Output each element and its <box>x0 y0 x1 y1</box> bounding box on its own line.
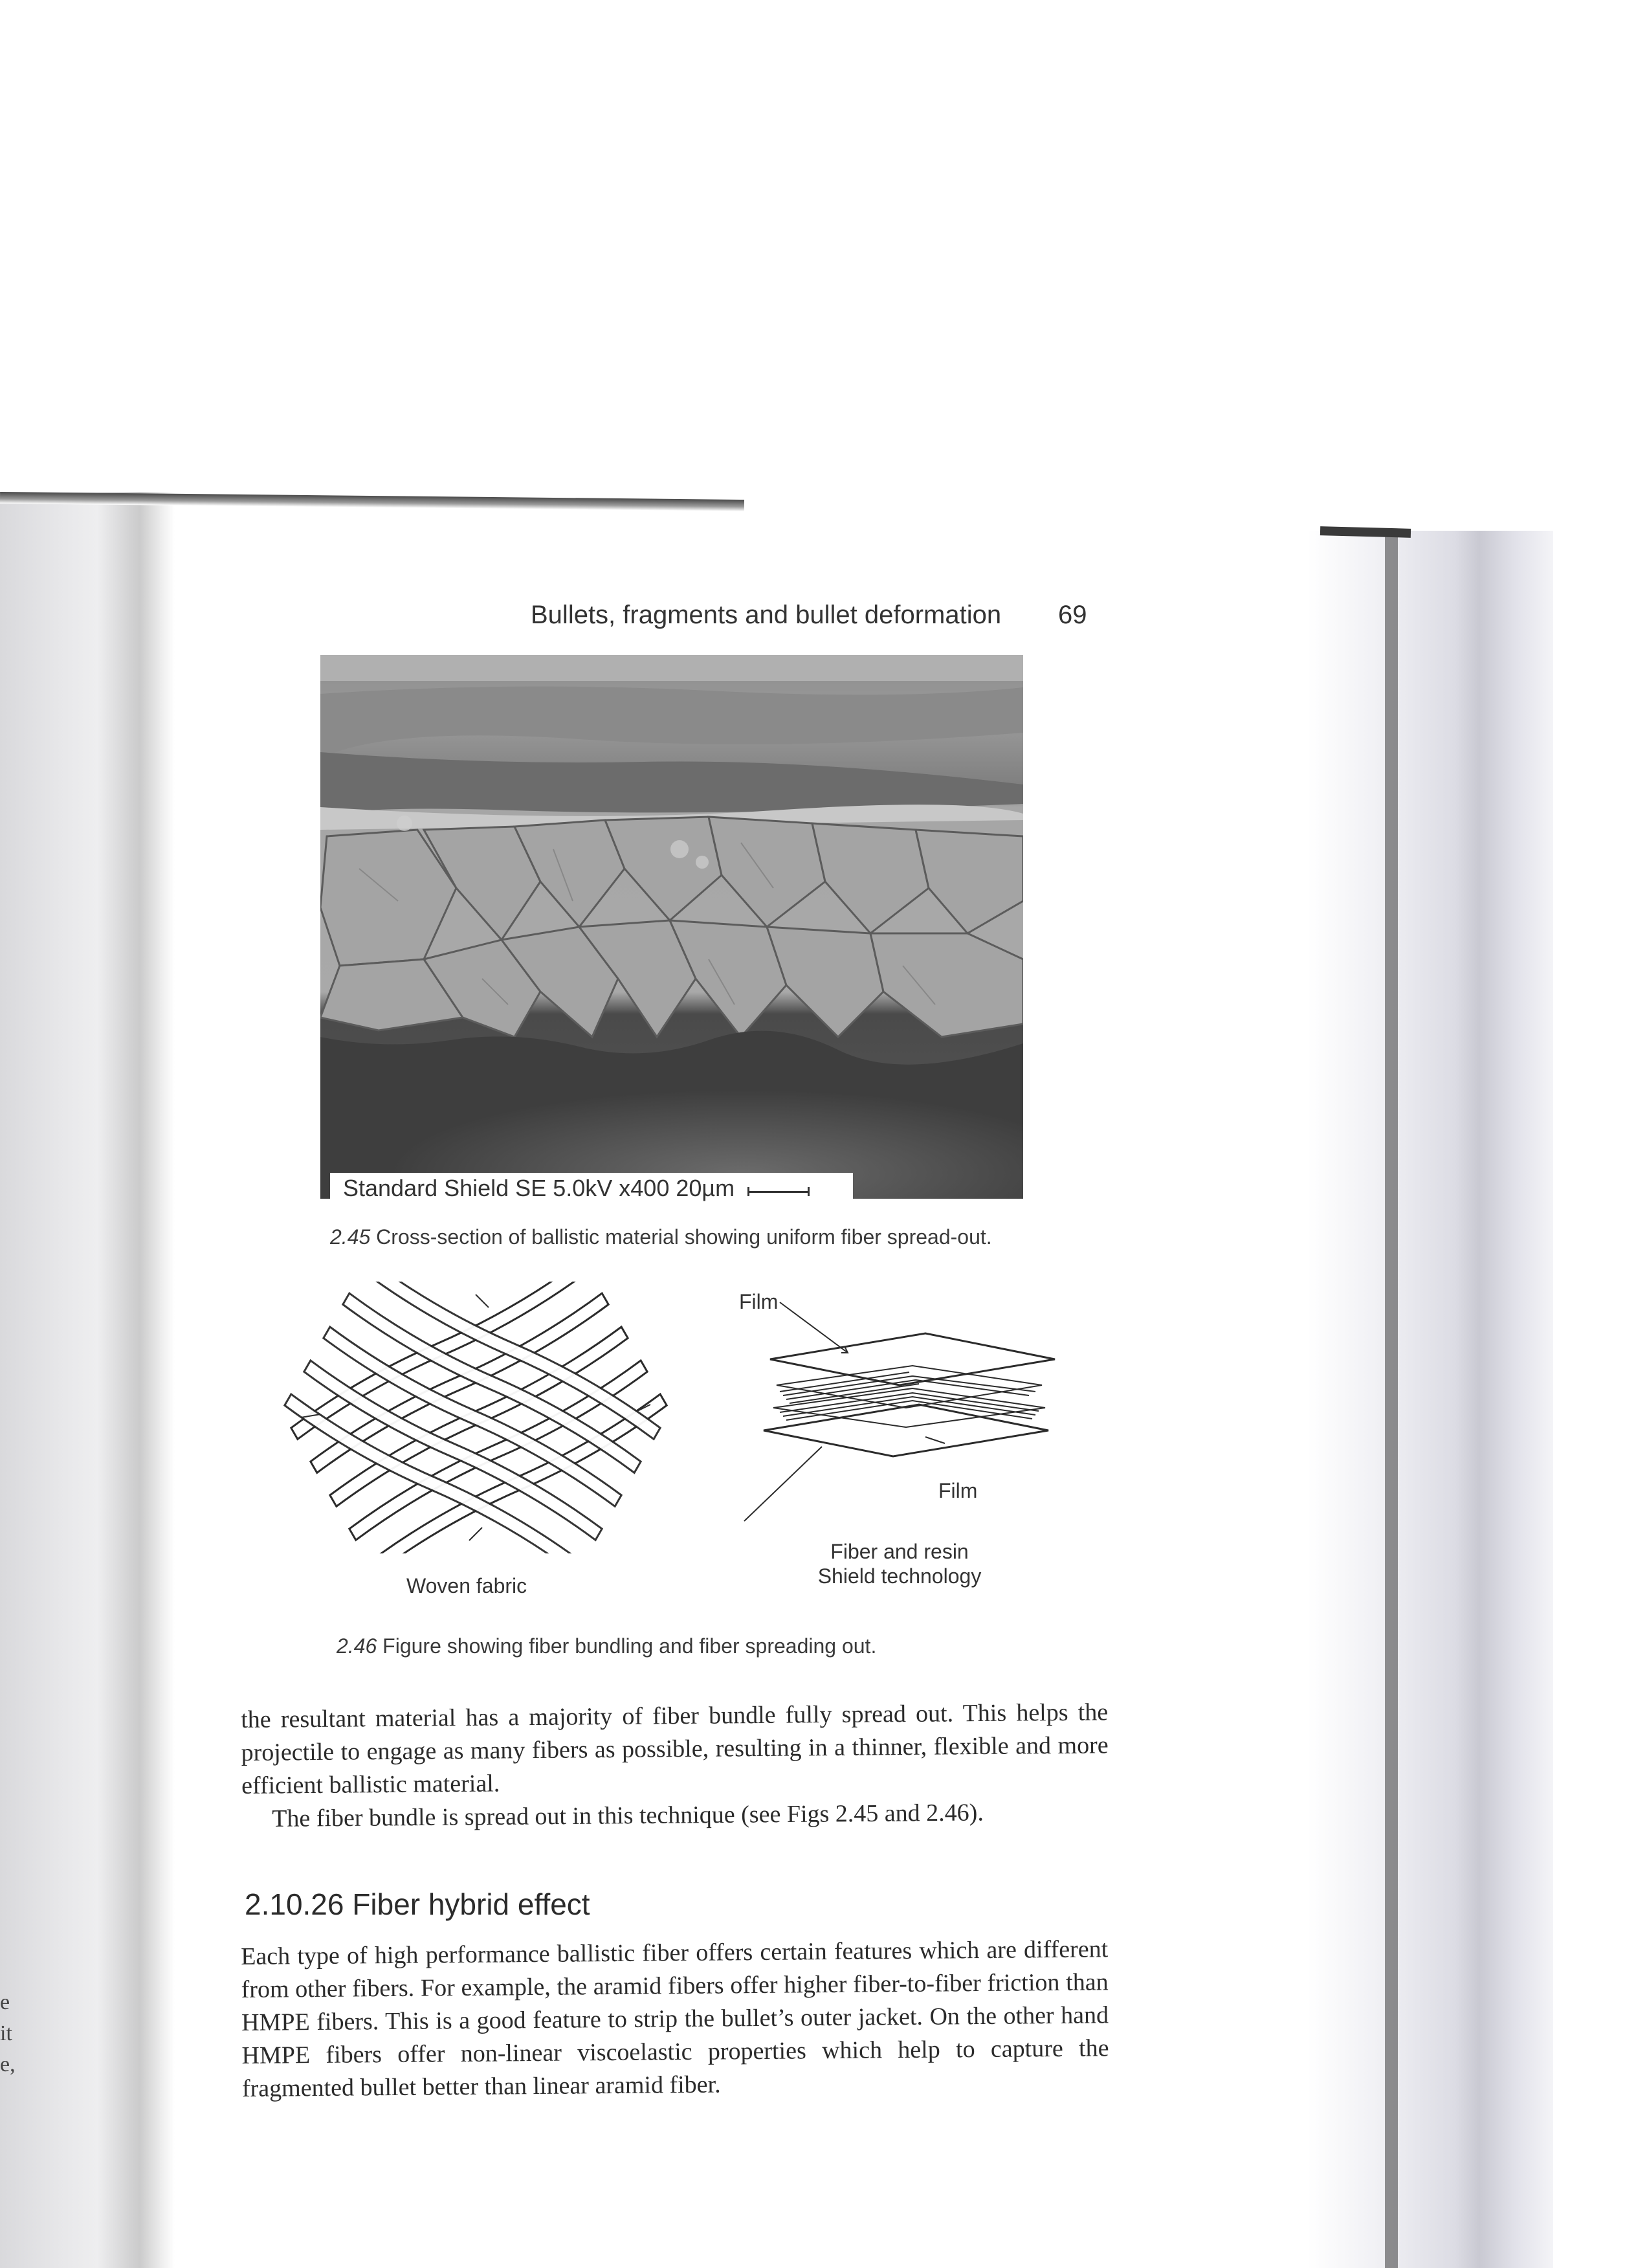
sem-parameters: Standard Shield SE 5.0kV x400 20µm <box>343 1175 735 1201</box>
figure-2-45-caption <box>330 1225 992 1249</box>
body-paragraph-1: the resultant material has a majority of fiber bundle fully spread out. This helps the projectile to engage as many fibers as possible, resulting in a thinner, flexible and more efficient ballistic material. <box>241 1698 1109 1799</box>
fiber-label-line1: Fiber and resin <box>830 1540 969 1563</box>
body-paragraph-3: Each type of high performance ballistic fiber offers certain features which are different from other fibers. For example, the aramid fibers offer higher fiber-to-fiber friction than HMPE fibers. This is a good feature to strip the bullet’s outer jacket. On the other hand HMPE fibers offer non-linear viscoelastic properties which help to capture the fragmented bullet better than linear aramid fiber. <box>241 1935 1109 2102</box>
fiber-label-line2: Shield technology <box>817 1564 982 1588</box>
fiber-resin-label <box>815 1539 984 1588</box>
right-page-shadow <box>1385 531 1398 2268</box>
fragment: e, <box>0 2052 16 2076</box>
film-laminate-diagram <box>718 1288 1068 1534</box>
page-number: 69 <box>1058 601 1087 629</box>
caption-number: 2.46 <box>337 1634 377 1658</box>
fragment: e <box>0 1990 10 2014</box>
left-page-fragments <box>0 1987 16 2080</box>
sem-micrograph <box>320 655 1023 1199</box>
fragment: it <box>0 2021 12 2045</box>
caption-number: 2.45 <box>330 1225 371 1249</box>
film-top-pointer <box>780 1302 848 1353</box>
fiber-pointer <box>744 1447 822 1521</box>
figure-2-46-caption <box>337 1634 876 1658</box>
right-page-edge <box>1307 531 1553 2268</box>
sem-info-bar <box>330 1173 853 1204</box>
binding-shadow <box>97 492 175 2268</box>
film-bottom-label: Film <box>938 1479 978 1502</box>
top-film <box>770 1333 1055 1385</box>
section-heading: 2.10.26 Fiber hybrid effect <box>245 1887 590 1921</box>
caption-text: Figure showing fiber bundling and fiber spreading out. <box>377 1634 877 1658</box>
body-paragraph-2: The fiber bundle is spread out in this technique (see Figs 2.45 and 2.46). <box>272 1799 984 1832</box>
woven-fabric-label: Woven fabric <box>406 1574 527 1597</box>
scale-bar <box>747 1187 810 1196</box>
running-head: Bullets, fragments and bullet deformation <box>531 601 1002 629</box>
caption-text: Cross-section of ballistic material showing uniform fiber spread-out. <box>370 1225 992 1249</box>
film-top-label: Film <box>739 1290 779 1313</box>
woven-fabric-diagram <box>275 1282 676 1553</box>
